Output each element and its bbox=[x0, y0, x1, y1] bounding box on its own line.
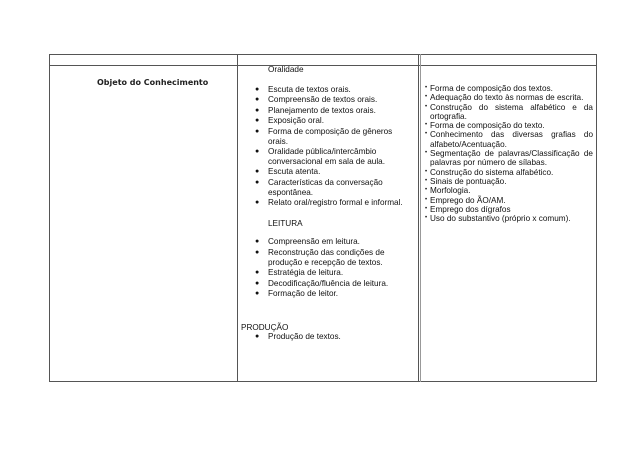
bullet-icon: ● bbox=[255, 117, 260, 125]
skills-column bbox=[425, 84, 593, 223]
producao-list bbox=[241, 332, 413, 342]
list-item: • Construção do sistema alfabético. bbox=[425, 167, 554, 177]
list-item: ● Compreensão em leitura. bbox=[255, 237, 360, 247]
list-item: • Adequação do texto às normas de escrita. bbox=[425, 93, 584, 103]
bullet-icon: • bbox=[425, 103, 428, 110]
table-bottom-border bbox=[49, 381, 597, 382]
list-item: ● Formação de leitor. bbox=[255, 289, 339, 299]
table-top-border bbox=[49, 54, 597, 55]
column-divider-1 bbox=[237, 54, 238, 382]
list-item: • Forma de composição do texto. bbox=[425, 121, 545, 131]
bullet-icon: • bbox=[425, 131, 428, 138]
bullet-icon: ● bbox=[255, 199, 260, 207]
bullet-icon: ● bbox=[255, 238, 260, 246]
list-item: • Forma de composição dos textos. bbox=[425, 84, 553, 93]
row-label: Objeto do Conhecimento bbox=[97, 78, 209, 87]
bullet-icon: ● bbox=[255, 178, 260, 186]
content-column bbox=[241, 65, 413, 343]
list-item: ● Decodificação/fluência de leitura. bbox=[255, 278, 389, 288]
list-item: • Construção do sistema alfabético e da ortografia. bbox=[425, 102, 593, 121]
list-item: ● Compreensão de textos orais. bbox=[255, 95, 378, 105]
bullet-icon: • bbox=[425, 94, 428, 101]
list-item: • Conhecimento das diversas grafias do alfabeto/Acentuação. bbox=[425, 130, 593, 149]
bullet-icon: • bbox=[425, 168, 428, 175]
bullet-icon: • bbox=[425, 215, 428, 222]
bullet-icon: ● bbox=[255, 106, 260, 114]
list-item: • Morfologia. bbox=[425, 186, 471, 196]
bullet-icon: ● bbox=[255, 127, 260, 135]
bullet-icon: ● bbox=[255, 85, 260, 93]
bullet-icon: ● bbox=[255, 269, 260, 277]
bullet-icon: • bbox=[425, 85, 428, 91]
bullet-icon: ● bbox=[255, 168, 260, 176]
list-item: • Emprego dos dígrafos bbox=[425, 204, 511, 214]
bullet-icon: • bbox=[425, 196, 428, 203]
table-right-border bbox=[596, 54, 597, 382]
bullet-icon: • bbox=[425, 150, 428, 157]
list-item: • Sinais de pontuação. bbox=[425, 176, 507, 186]
oralidade-list bbox=[241, 85, 413, 208]
oralidade-heading: Oralidade bbox=[268, 65, 304, 74]
bullet-icon: ● bbox=[255, 279, 260, 287]
bullet-icon: • bbox=[425, 177, 428, 184]
bullet-icon: ● bbox=[255, 96, 260, 104]
column-divider-2b bbox=[420, 54, 421, 382]
list-item: ● Relato oral/registro formal e informal. bbox=[255, 198, 403, 208]
skills-list bbox=[425, 84, 593, 223]
list-item: ● Produção de textos. bbox=[255, 332, 341, 342]
bullet-icon: ● bbox=[255, 333, 260, 341]
leitura-heading: LEITURA bbox=[268, 218, 303, 228]
list-item: • Segmentação de palavras/Classificação de palavras por número de sílabas. bbox=[425, 149, 593, 168]
bullet-icon: • bbox=[425, 122, 428, 129]
leitura-list bbox=[241, 237, 413, 299]
list-item: ● Exposição oral. bbox=[255, 116, 324, 126]
list-item: ● Escuta atenta. bbox=[255, 167, 321, 177]
list-item: • Emprego do ÃO/AM. bbox=[425, 195, 506, 205]
list-item: ● Características da conversação espontânea. bbox=[255, 177, 383, 197]
producao-heading: PRODUÇÃO bbox=[241, 322, 289, 332]
bullet-icon: ● bbox=[255, 290, 260, 298]
list-item: ● Estratégia de leitura. bbox=[255, 268, 344, 278]
bullet-icon: ● bbox=[255, 148, 260, 156]
list-item: ● Escuta de textos orais. bbox=[255, 84, 351, 94]
list-item: ● Forma de composição de gêneros orais. bbox=[255, 126, 393, 146]
bullet-icon: • bbox=[425, 187, 428, 194]
list-item: ● Oralidade pública/intercâmbio conversacional em sala de aula. bbox=[255, 147, 385, 166]
column-divider-2 bbox=[418, 54, 419, 382]
list-item: ● Planejamento de textos orais. bbox=[255, 105, 376, 115]
bullet-icon: ● bbox=[255, 248, 260, 256]
table-left-border bbox=[49, 54, 50, 382]
list-item: ● Reconstrução das condições de produção e recepção de textos. bbox=[255, 247, 385, 267]
bullet-icon: • bbox=[425, 205, 428, 212]
list-item: • Uso do substantivo (próprio x comum). bbox=[425, 214, 571, 224]
